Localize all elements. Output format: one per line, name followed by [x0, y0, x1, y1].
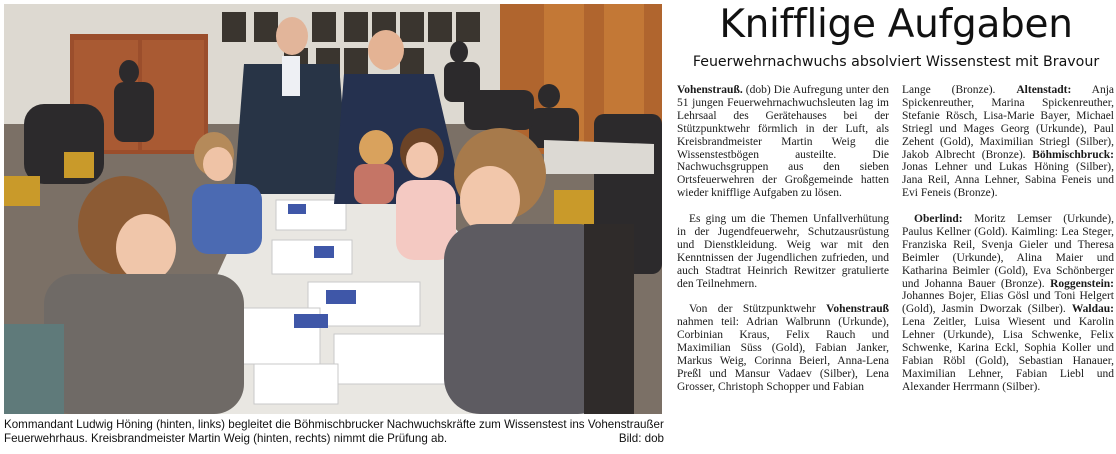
paragraph [902, 213, 1114, 394]
paragraph-text: Anja Spickenreuther, Marina Spickenreuther, Stefanie Rösch, Lisa-Marie Bayer, Michael Striegl und Mages Georg (Urkunde), Paul Zehent (Gold), Maximilian Striegl (Silber), Jakob Albrecht (Bronze). [902, 84, 1114, 161]
paragraph-text: Lena Zeitler, Luisa Wiesent und Karolin Lehner (Urkunde), Lisa Schwenke, Felix Schwenke, Karina Eckl, Sophia Koller und Fabian Röbl (Gold), Sebastian Hanauer, Maximilian Lehner, Fabian Liebl und Alexander Herrmann (Silber). [902, 316, 1114, 393]
caption-text: Kommandant Ludwig Höning (hinten, links) begleitet die Böhmischbrucker Nachwuchskräfte zum Wissenstest ins Vohenstraußer Feuerwehrhaus. Kreisbrandmeister Martin Weig (hinten, rechts) nimmt die Prüfung ab. [4, 418, 664, 445]
article-column-2 [902, 84, 1114, 394]
paragraph-text: Lange (Bronze). [902, 84, 1017, 96]
paragraph-text: nahmen teil: Adrian Walbrunn (Urkunde), Corbinian Kraus, Felix Rauch und Maximilian Süss (Gold), Fabian Janker, Markus Weig, Corinna Beierl, Anna-Lena Preßl und Mansur Vadaev (Silber), Lena Grosser, Christoph Schopper und Fabian [677, 316, 889, 393]
dateline: Vohenstrauß. [677, 84, 743, 96]
paragraph [677, 84, 889, 200]
place-name: Oberlind: [914, 213, 963, 226]
paragraph-text: (dob) Die Aufregung unter den 51 jungen Feuerwehrnachwuchsleuten lag im Lehrsaal des Gerätehauses bei der Stützpunktwehr förmlich in der Luft, als Kreisbrandmeister Martin Weig die Wissenstestbögen austeilte. Die Nachwuchsgruppen aus den sieben Ortsfeuerwehren der Großgemeinde hatten wieder knifflige Aufgaben zu lösen. [677, 84, 889, 200]
article-headline: Knifflige Aufgaben [719, 2, 1073, 47]
article-subheadline: Feuerwehrnachwuchs absolviert Wissenstest mit Bravour [692, 54, 1100, 70]
place-name: Waldau: [1071, 303, 1114, 316]
paragraph-text: Johannes Bojer, Elias Gösl und Toni Helgert (Gold), Jasmin Dworzak (Silber). [902, 290, 1114, 316]
photo-illustration [4, 4, 662, 414]
article-photo [4, 4, 662, 414]
paragraph [677, 213, 889, 290]
photo-credit: Bild: dob [618, 432, 664, 445]
paragraph-text: Jonas Lehner und Lukas Höning (Silber), Jana Reil, Anna Lehner, Sabina Feneis und Evi Feneis (Bronze). [902, 161, 1114, 200]
paragraph-text: Es ging um die Themen Unfallverhütung in der Jugendfeuerwehr, Schutzausrüstung und Dienstkleidung. Weig war mit den Kenntnissen der Jugendlichen zufrieden, und auch Stadtrat Heinrich Rewitzer gratulierte den Teilnehmern. [677, 213, 889, 290]
paragraph [677, 303, 889, 393]
photo-caption [4, 418, 664, 446]
place-name: Vohenstrauß [826, 303, 889, 316]
paragraph [902, 84, 1114, 200]
place-name: Böhmischbruck: [1032, 148, 1114, 161]
place-name: Altenstadt: [1016, 84, 1072, 96]
paragraph-text: Moritz Lemser (Urkunde), Paulus Kellner (Gold). Kaimling: Lea Steger, Franziska Reil, Svenja Gieler und Theresa Beimler (Urkunde), Alina Maier und Katharina Beimler (Gold), Eva Schönberger und Johanna Bauer (Bronze). [902, 213, 1114, 290]
article-column-1 [677, 84, 889, 394]
place-name: Roggenstein: [1050, 277, 1114, 290]
paragraph-text: Von der Stützpunktwehr [689, 303, 827, 316]
